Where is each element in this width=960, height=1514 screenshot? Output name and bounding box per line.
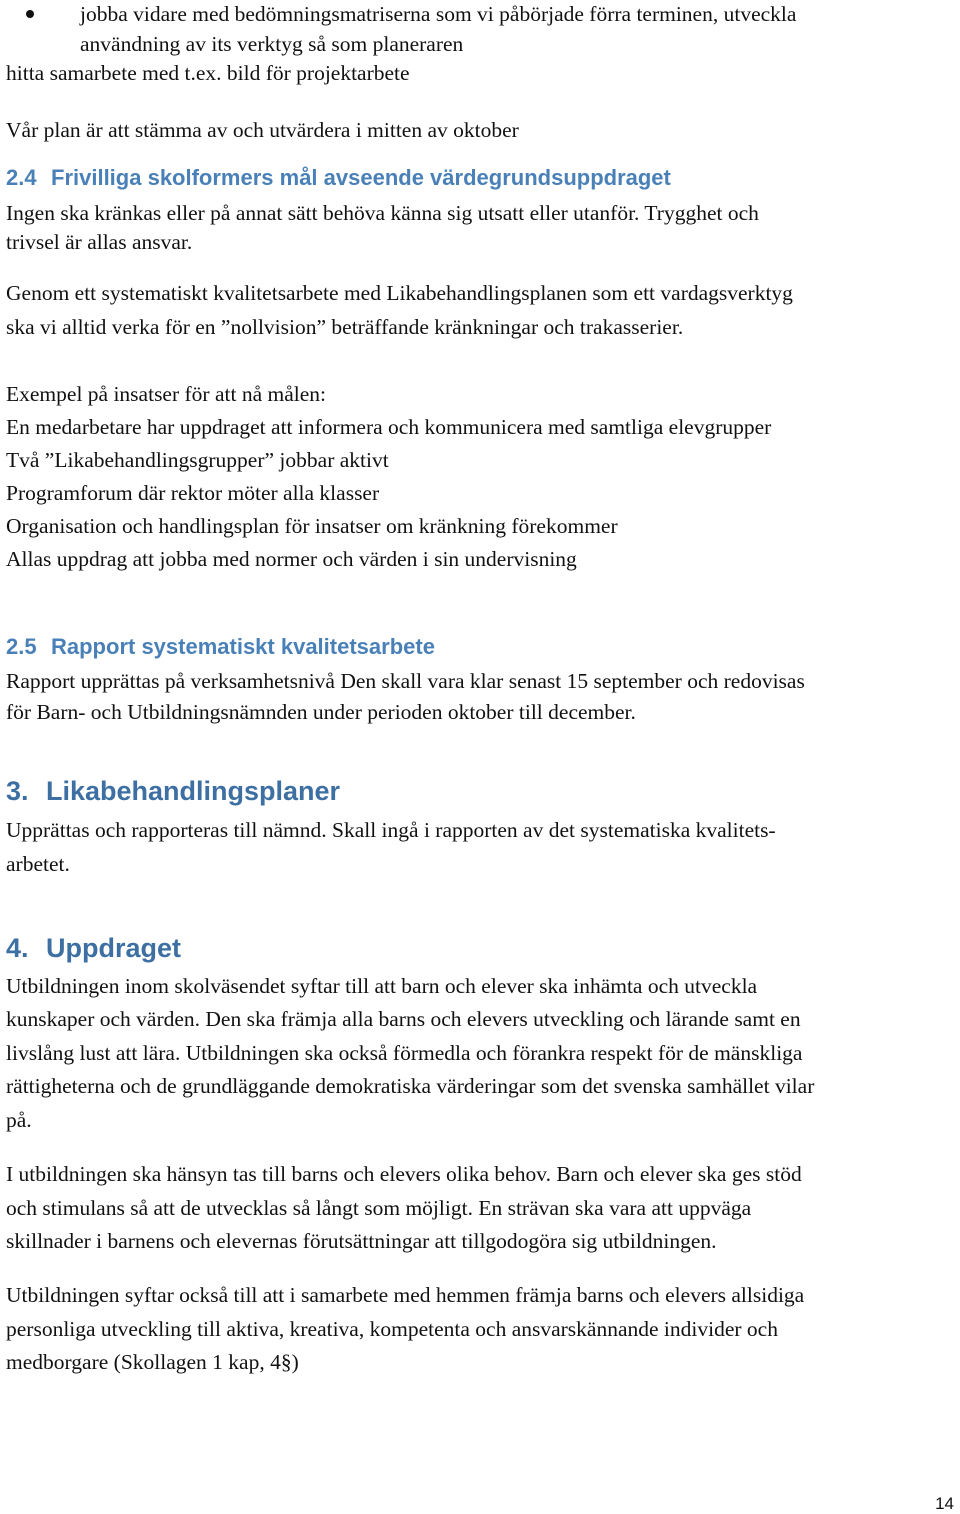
- body-text-line: trivsel är allas ansvar.: [6, 230, 193, 254]
- section-heading-2-5: [6, 633, 435, 661]
- bullet-text-line: användning av its verktyg så som planeraren: [80, 32, 464, 56]
- body-text-line: arbetet.: [6, 852, 70, 876]
- section-title: Likabehandlingsplaner: [46, 776, 341, 806]
- body-text-line: hitta samarbete med t.ex. bild för projektarbete: [6, 61, 410, 85]
- section-heading-3: [6, 775, 340, 807]
- body-text-line: kunskaper och värden. Den ska främja alla barns och elevers utveckling och lärande samt en: [6, 1007, 801, 1031]
- section-title: Uppdraget: [46, 933, 181, 963]
- body-text-line: Ingen ska kränkas eller på annat sätt behöva känna sig utsatt eller utanför. Trygghet och: [6, 201, 759, 225]
- body-text-line: för Barn- och Utbildningsnämnden under perioden oktober till december.: [6, 700, 636, 724]
- body-text-line: personliga utveckling till aktiva, kreativa, kompetenta och ansvarskännande individer och: [6, 1317, 778, 1341]
- example-item: Två ”Likabehandlingsgrupper” jobbar aktivt: [6, 448, 389, 472]
- bullet-text-line: jobba vidare med bedömningsmatriserna som vi påbörjade förra terminen, utveckla: [80, 2, 797, 26]
- example-item: Allas uppdrag att jobba med normer och värden i sin undervisning: [6, 547, 577, 571]
- example-item: Organisation och handlingsplan för insatser om kränkning förekommer: [6, 514, 618, 538]
- body-text-line: Upprättas och rapporteras till nämnd. Skall ingå i rapporten av det systematiska kvalitets-: [6, 818, 776, 842]
- body-text-line: Genom ett systematiskt kvalitetsarbete med Likabehandlingsplanen som ett vardagsverktyg: [6, 281, 793, 305]
- body-text-line: I utbildningen ska hänsyn tas till barns och elevers olika behov. Barn och elever ska ges stöd: [6, 1162, 802, 1186]
- body-text-line: medborgare (Skollagen 1 kap, 4§): [6, 1350, 299, 1374]
- body-text-line: Vår plan är att stämma av och utvärdera i mitten av oktober: [6, 118, 519, 142]
- section-heading-2-4: [6, 164, 671, 192]
- section-number: 4.: [6, 933, 29, 963]
- example-item: En medarbetare har uppdraget att informera och kommunicera med samtliga elevgrupper: [6, 415, 772, 439]
- body-text-line: Utbildningen inom skolväsendet syftar till att barn och elever ska inhämta och utveckla: [6, 974, 758, 998]
- body-text-line: skillnader i barnens och elevernas förutsättningar att tillgodogöra sig utbildningen.: [6, 1229, 717, 1253]
- section-title: Rapport systematiskt kvalitetsarbete: [51, 634, 435, 659]
- examples-heading: Exempel på insatser för att nå målen:: [6, 382, 326, 406]
- body-text-line: på.: [6, 1108, 32, 1132]
- example-item: Programforum där rektor möter alla klasser: [6, 481, 380, 505]
- body-text-line: Utbildningen syftar också till att i samarbete med hemmen främja barns och elevers allsidiga: [6, 1283, 805, 1307]
- body-text-line: Rapport upprättas på verksamhetsnivå Den skall vara klar senast 15 september och redovisas: [6, 669, 805, 693]
- body-text-line: ska vi alltid verka för en ”nollvision” beträffande kränkningar och trakasserier.: [6, 315, 684, 339]
- section-title: Frivilliga skolformers mål avseende värdegrundsuppdraget: [51, 165, 671, 190]
- section-number: 2.4: [6, 165, 37, 190]
- body-text-line: och stimulans så att de utvecklas så långt som möjligt. En strävan ska vara att uppväga: [6, 1196, 752, 1220]
- section-number: 2.5: [6, 634, 37, 659]
- section-number: 3.: [6, 776, 29, 806]
- bullet-icon: [26, 10, 34, 18]
- page-number: 14: [935, 1494, 954, 1513]
- section-heading-4: [6, 932, 181, 964]
- body-text-line: rättigheterna och de grundläggande demokratiska värderingar som det svenska samhället vilar: [6, 1074, 815, 1098]
- body-text-line: livslång lust att lära. Utbildningen ska också förmedla och förankra respekt för de mänskliga: [6, 1041, 803, 1065]
